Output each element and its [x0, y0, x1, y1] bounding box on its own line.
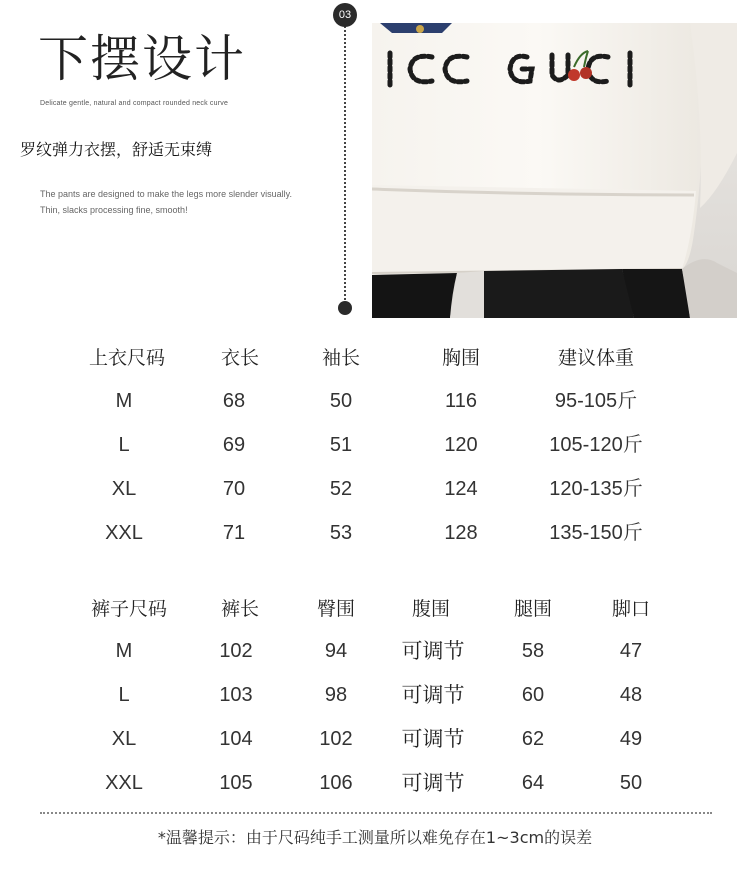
- hip-cell: 106: [319, 772, 353, 794]
- table-row: [0, 518, 750, 548]
- table-row: [0, 768, 750, 798]
- waist-cell: 可调节: [401, 683, 465, 707]
- length-cell: 70: [222, 478, 246, 500]
- header-cell: 腹围: [411, 598, 451, 620]
- pants-length-cell: 104: [219, 728, 253, 750]
- section-subtitle-en: Delicate gentle, natural and compact rounded neck curve: [40, 100, 229, 107]
- header-cell: 袖长: [321, 347, 361, 369]
- header-cell: 裤长: [220, 598, 260, 620]
- header-cell: 臀围: [316, 598, 356, 620]
- length-cell: 71: [222, 522, 246, 544]
- waist-cell: 可调节: [401, 639, 465, 663]
- size-cell: L: [118, 684, 130, 706]
- weight-cell: 120-135斤: [549, 478, 643, 500]
- feature-description-cn: 罗纹弹力衣摆，舒适无束缚: [20, 140, 213, 159]
- chest-cell: 116: [445, 390, 477, 412]
- timeline-end-dot: [338, 301, 352, 315]
- dotted-divider: [40, 812, 712, 814]
- desc-en-line-2: Thin, slacks processing fine, smooth!: [40, 205, 188, 215]
- size-cell: M: [115, 390, 133, 412]
- header-cell: 胸围: [441, 347, 481, 369]
- sleeve-cell: 53: [329, 522, 353, 544]
- product-hem-photo: [372, 23, 737, 318]
- length-cell: 68: [222, 390, 246, 412]
- table-row: [0, 680, 750, 710]
- table-row: [0, 636, 750, 666]
- header-cell: 腿围: [513, 598, 553, 620]
- sleeve-cell: 52: [329, 478, 353, 500]
- header-cell: 衣长: [220, 347, 260, 369]
- thigh-cell: 60: [521, 684, 545, 706]
- table-row: [0, 386, 750, 416]
- size-cell: XL: [111, 728, 137, 750]
- header-cell: 脚口: [611, 598, 651, 620]
- waist-cell: 可调节: [401, 727, 465, 751]
- leg-opening-cell: 49: [619, 728, 643, 750]
- weight-cell: 105-120斤: [549, 434, 643, 456]
- sleeve-cell: 50: [329, 390, 353, 412]
- section-title: 下摆设计: [38, 30, 246, 88]
- sleeve-cell: 51: [329, 434, 353, 456]
- chest-cell: 120: [444, 434, 478, 456]
- leg-opening-cell: 47: [619, 640, 643, 662]
- size-cell: XXL: [105, 522, 143, 544]
- pants-table-header: [0, 594, 750, 624]
- table-row: [0, 430, 750, 460]
- waist-cell: 可调节: [401, 771, 465, 795]
- leg-opening-cell: 48: [619, 684, 643, 706]
- timeline-line: [344, 26, 346, 308]
- hip-cell: 102: [319, 728, 353, 750]
- hip-cell: 98: [324, 684, 348, 706]
- table-row: [0, 474, 750, 504]
- chest-cell: 124: [444, 478, 478, 500]
- feature-description-en: [40, 186, 310, 218]
- thigh-cell: 64: [521, 772, 545, 794]
- measurement-note: *温馨提示：由于尺码纯手工测量所以难免存在1~3cm的误差: [157, 828, 593, 847]
- step-number-badge: 03: [333, 3, 357, 27]
- chest-cell: 128: [444, 522, 478, 544]
- pants-length-cell: 102: [219, 640, 253, 662]
- table-row: [0, 724, 750, 754]
- hip-cell: 94: [324, 640, 348, 662]
- header-cell: 裤子尺码: [90, 598, 168, 620]
- size-cell: M: [115, 640, 133, 662]
- weight-cell: 95-105斤: [554, 390, 638, 412]
- leg-opening-cell: 50: [619, 772, 643, 794]
- size-cell: XXL: [105, 772, 143, 794]
- desc-en-line-1: The pants are designed to make the legs more slender visually.: [40, 189, 292, 199]
- weight-cell: 135-150斤: [549, 522, 643, 544]
- header-cell: 上衣尺码: [88, 347, 166, 369]
- length-cell: 69: [222, 434, 246, 456]
- hem-illustration: [372, 23, 737, 318]
- header-cell: 建议体重: [557, 347, 635, 369]
- pants-length-cell: 105: [219, 772, 253, 794]
- thigh-cell: 62: [521, 728, 545, 750]
- pants-length-cell: 103: [219, 684, 253, 706]
- top-table-header: [0, 343, 750, 373]
- thigh-cell: 58: [521, 640, 545, 662]
- size-cell: L: [118, 434, 130, 456]
- size-cell: XL: [111, 478, 137, 500]
